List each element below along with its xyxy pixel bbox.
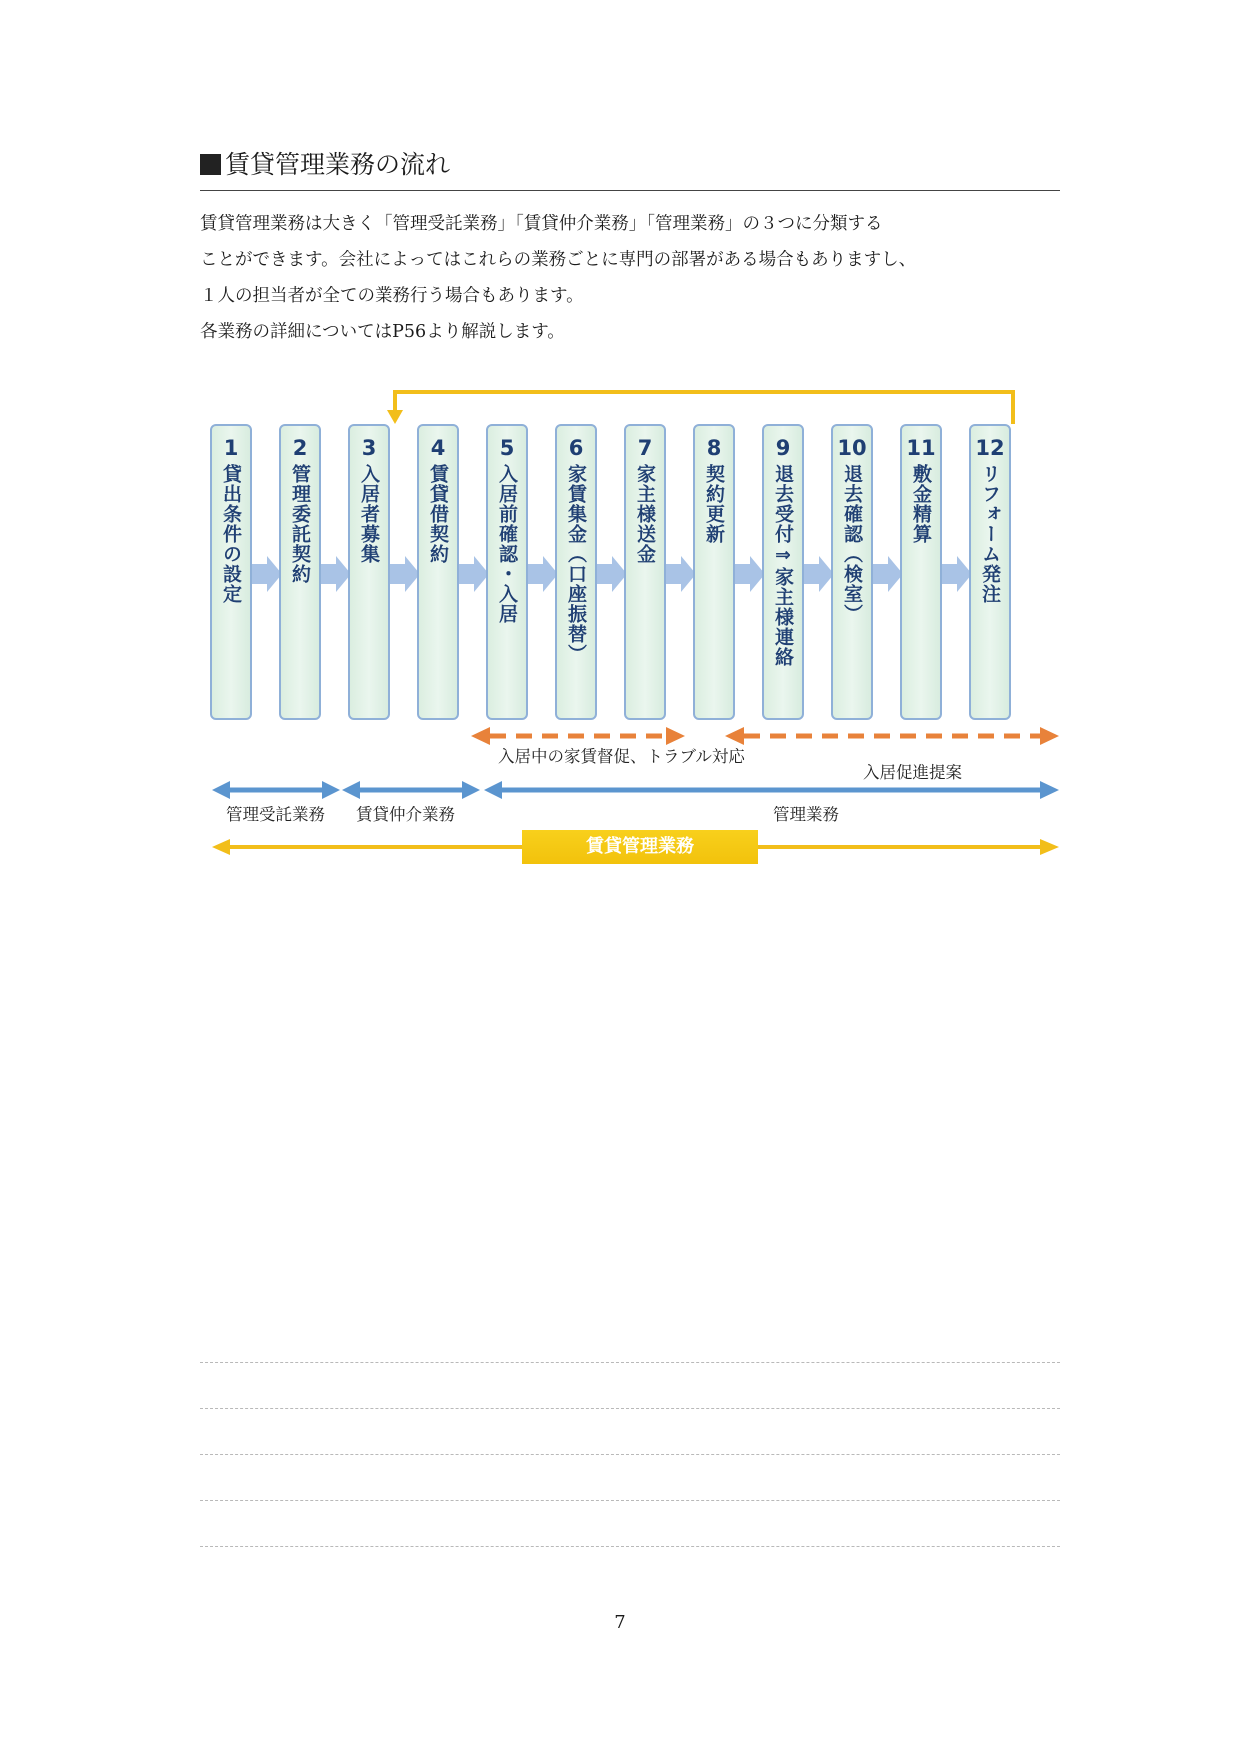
chevron-3-4: [390, 556, 420, 592]
overall-label-box: 賃貸管理業務: [522, 830, 758, 864]
step-number: 9: [775, 436, 791, 460]
step-box-11: [900, 424, 942, 720]
section-title: 賃貸管理業務の流れ: [225, 150, 451, 179]
blue-arrow-consignment: [212, 781, 340, 799]
return-arrow-12-to-3: [395, 392, 1013, 424]
label-during-residence: 入居中の家賃督促、トラブル対応: [498, 747, 745, 766]
step-label: 貸出条件の設定: [220, 464, 242, 604]
chevron-1-2: [252, 556, 282, 592]
step-number: 6: [568, 436, 584, 460]
step-label: リフォーム発注: [979, 464, 1001, 604]
return-arrow-head: [387, 410, 403, 424]
note-line-1: [200, 1362, 1060, 1363]
step-box-7: [624, 424, 666, 720]
step-box-4: [417, 424, 459, 720]
note-line-3: [200, 1454, 1060, 1455]
step-number: 11: [906, 436, 936, 460]
page-number: 7: [614, 1612, 626, 1633]
step-label: 退去確認（検室）: [841, 464, 863, 624]
blue-arrow-brokerage: [342, 781, 480, 799]
step-label: 退去受付⇒家主様連絡: [772, 464, 794, 667]
step-box-10: [831, 424, 873, 720]
step-number: 8: [706, 436, 722, 460]
intro-line-4: 各業務の詳細についてはP56より解説します。: [200, 322, 565, 342]
orange-arrow-promotion: [725, 727, 1059, 745]
chevron-7-8: [666, 556, 696, 592]
workflow-diagram: [200, 380, 1060, 880]
step-number: 7: [637, 436, 653, 460]
step-label: 入居前確認・入居: [496, 464, 518, 624]
note-line-4: [200, 1500, 1060, 1501]
blue-arrow-management: [484, 781, 1059, 799]
step-label: 入居者募集: [358, 464, 380, 564]
step-number: 1: [223, 436, 239, 460]
step-label: 管理委託契約: [289, 464, 311, 584]
label-brokerage: 賃貸仲介業務: [356, 805, 455, 824]
chevron-10-11: [873, 556, 903, 592]
label-consignment: 管理受託業務: [226, 805, 325, 824]
step-label: 賃貸借契約: [427, 464, 449, 564]
chevron-2-3: [321, 556, 351, 592]
chevron-5-6: [528, 556, 558, 592]
note-line-2: [200, 1408, 1060, 1409]
heading-underline: [200, 190, 1060, 191]
label-promotion: 入居促進提案: [863, 763, 962, 782]
step-label: 家賃集金（口座振替）: [565, 464, 587, 664]
intro-text: [200, 206, 1080, 350]
intro-line-2: ことができます。会社によってはこれらの業務ごとに専門の部署がある場合もありますし、: [200, 250, 917, 270]
step-number: 3: [361, 436, 377, 460]
intro-line-3: １人の担当者が全ての業務行う場合もあります。: [200, 286, 584, 306]
chevron-6-7: [597, 556, 627, 592]
section-heading: [200, 150, 1060, 180]
square-bullet-icon: [200, 154, 221, 175]
step-number: 4: [430, 436, 446, 460]
step-label: 敷金精算: [910, 464, 932, 544]
step-number: 2: [292, 436, 308, 460]
intro-line-1: 賃貸管理業務は大きく「管理受託業務」「賃貸仲介業務」「管理業務」の３つに分類する: [200, 214, 883, 234]
step-box-6: [555, 424, 597, 720]
chevron-8-9: [735, 556, 765, 592]
orange-arrow-during-residence: [471, 727, 685, 745]
chevron-9-10: [804, 556, 834, 592]
label-management: 管理業務: [773, 805, 839, 824]
step-label: 契約更新: [703, 464, 725, 544]
note-line-5: [200, 1546, 1060, 1547]
chevron-4-5: [459, 556, 489, 592]
step-box-2: [279, 424, 321, 720]
step-number: 10: [837, 436, 867, 460]
step-box-5: [486, 424, 528, 720]
step-box-3: [348, 424, 390, 720]
step-label: 家主様送金: [634, 464, 656, 564]
step-box-12: [969, 424, 1011, 720]
step-box-1: [210, 424, 252, 720]
chevron-11-12: [942, 556, 972, 592]
step-box-9: [762, 424, 804, 720]
step-number: 12: [975, 436, 1005, 460]
step-box-8: [693, 424, 735, 720]
step-number: 5: [499, 436, 515, 460]
